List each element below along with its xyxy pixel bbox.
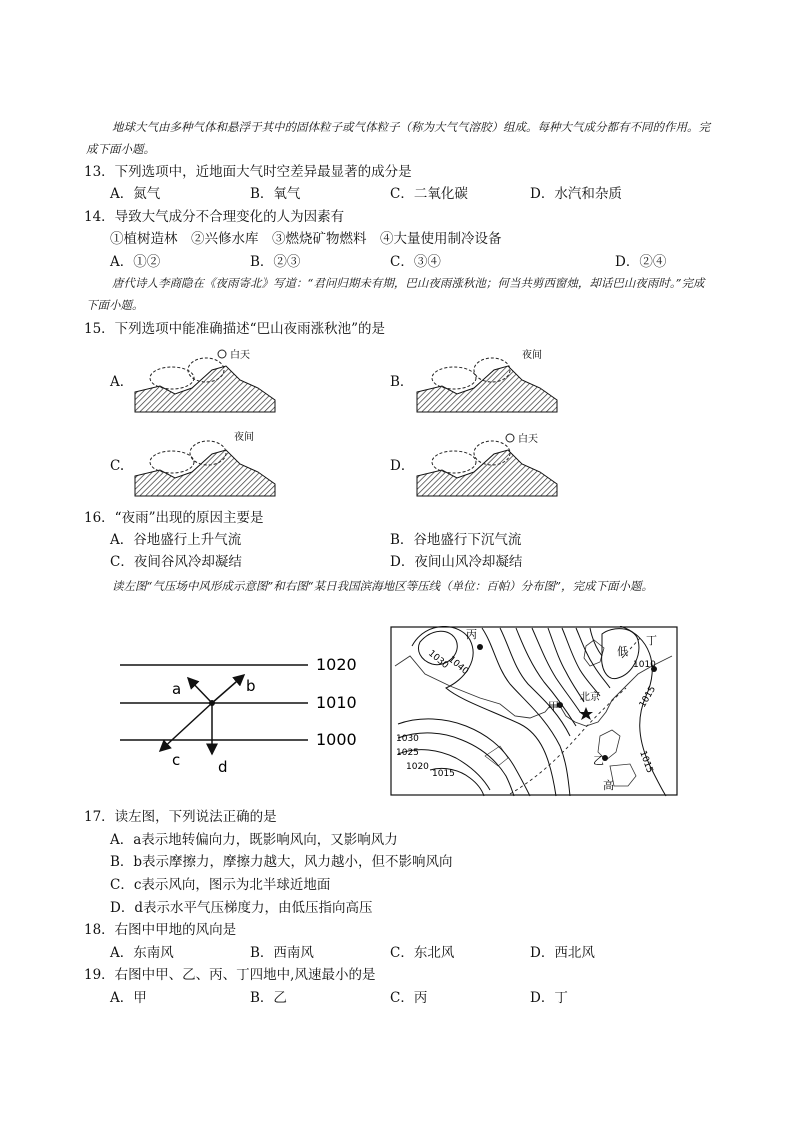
isobar-value: 1015 xyxy=(637,749,655,775)
place-label-ding: 丁 xyxy=(646,634,657,647)
arrow-label-d: d xyxy=(218,758,228,776)
place-label-high: 高 xyxy=(603,779,614,792)
q14-option-b[interactable]: B．②③ xyxy=(250,254,301,270)
panel-a-time: 白天 xyxy=(230,350,250,361)
isobar-value: 1010 xyxy=(633,660,656,670)
panel-d-time: 白天 xyxy=(518,434,538,445)
q18-option-d[interactable]: D．西北风 xyxy=(530,945,595,961)
q19-option-c[interactable]: C．丙 xyxy=(390,990,428,1006)
q16-option-a[interactable]: A．谷地盛行上升气流 xyxy=(110,532,242,548)
q19-option-d[interactable]: D．丁 xyxy=(530,990,568,1006)
q16-option-c[interactable]: C．夜间谷风冷却凝结 xyxy=(110,554,242,570)
q14-option-c[interactable]: C．③④ xyxy=(390,254,441,270)
question-18-stem: 18．右图中甲地的风向是 xyxy=(84,922,237,938)
isobar-label: 1020 xyxy=(316,655,357,674)
place-label-bing: 丙 xyxy=(466,628,477,641)
place-label-beijing: 北京 xyxy=(580,692,600,703)
isobar-value: 1015 xyxy=(637,684,659,710)
q17-option-c[interactable]: C．c表示风向，图示为北半球近地面 xyxy=(110,877,331,893)
sun-icon xyxy=(506,434,514,442)
panel-c-time: 夜间 xyxy=(234,432,254,443)
q17-option-b[interactable]: B．b表示摩擦力，摩擦力越大，风力越小，但不影响风向 xyxy=(110,854,453,870)
q17-option-d[interactable]: D．d表示水平气压梯度力，由低压指向高压 xyxy=(110,900,373,916)
q13-option-a[interactable]: A．氮气 xyxy=(110,186,161,202)
passage-intro-3: 读左图“气压场中风形成示意图”和右图“某日我国滨海地区等压线（单位：百帕）分布图”，完成下面小题。 xyxy=(112,579,654,593)
question-14-stem: 14．导致大气成分不合理变化的人为因素有 xyxy=(84,209,345,225)
question-16-stem: 16．“夜雨”出现的原因主要是 xyxy=(84,510,264,526)
q15-panel-d[interactable] xyxy=(412,426,562,498)
question-17-stem: 17．读左图，下列说法正确的是 xyxy=(84,809,277,825)
isobar-value: 1025 xyxy=(396,748,419,758)
pressure-wind-diagram xyxy=(112,648,362,778)
isobar-map xyxy=(390,626,680,798)
q15-panel-b[interactable] xyxy=(412,342,562,414)
q19-option-b[interactable]: B．乙 xyxy=(250,990,287,1006)
q18-option-b[interactable]: B．西南风 xyxy=(250,945,314,961)
passage-intro-1: 地球大气由多种气体和悬浮于其中的固体粒子或气体粒子（称为大气气溶胶）组成。每种大气成分都有不同的作用。完成下面小题。 xyxy=(86,120,710,156)
q15-option-c[interactable]: C. xyxy=(110,458,125,474)
q18-option-a[interactable]: A．东南风 xyxy=(110,945,174,961)
isobar-value: 1015 xyxy=(432,769,455,779)
place-label-yi: 乙 xyxy=(593,754,604,767)
arrow-label-a: a xyxy=(172,680,182,698)
q15-option-a[interactable]: A． xyxy=(110,374,134,390)
moon-icon xyxy=(511,350,516,360)
sun-icon xyxy=(218,350,226,358)
q16-option-d[interactable]: D．夜间山风冷却凝结 xyxy=(390,554,523,570)
panel-b-time: 夜间 xyxy=(522,350,542,361)
question-13-stem: 13．下列选项中，近地面大气时空差异最显著的成分是 xyxy=(84,164,412,180)
isobar-label: 1010 xyxy=(316,693,357,712)
arrow-c xyxy=(160,703,212,751)
q19-option-a[interactable]: A．甲 xyxy=(110,990,147,1006)
arrow-b xyxy=(212,675,244,703)
q13-option-c[interactable]: C．二氧化碳 xyxy=(390,186,468,202)
q18-option-c[interactable]: C．东北风 xyxy=(390,945,455,961)
question-19-stem: 19．右图中甲、乙、丙、丁四地中,风速最小的是 xyxy=(84,967,376,983)
q15-option-b[interactable]: B． xyxy=(390,374,414,390)
arrow-a xyxy=(188,678,212,703)
q13-option-b[interactable]: B．氧气 xyxy=(250,186,301,202)
q16-option-b[interactable]: B．谷地盛行下沉气流 xyxy=(390,532,522,548)
isobar-value: 1030 xyxy=(426,648,451,672)
isobar-value: 1030 xyxy=(396,734,419,744)
arrow-label-c: c xyxy=(172,751,181,769)
q13-option-d[interactable]: D．水汽和杂质 xyxy=(530,186,622,202)
isobar-value: 1020 xyxy=(406,762,429,772)
passage-intro-2: 唐代诗人李商隐在《夜雨寄北》写道：“君问归期未有期，巴山夜雨涨秋池；何当共剪西窗烛，却话巴山夜雨时。”完成下面小题。 xyxy=(86,276,705,312)
arrow-label-b: b xyxy=(246,677,256,695)
q14-option-a[interactable]: A．①② xyxy=(110,254,161,270)
place-label-jia: 甲 xyxy=(548,700,559,713)
moon-icon xyxy=(223,432,228,442)
q15-option-d[interactable]: D． xyxy=(390,458,415,474)
place-label-low: 低 xyxy=(617,645,628,658)
isobar-label: 1000 xyxy=(316,730,357,749)
question-15-stem: 15．下列选项中能准确描述“巴山夜雨涨秋池”的是 xyxy=(84,321,385,337)
isobar-value: 1040 xyxy=(446,654,471,678)
q14-option-d[interactable]: D．②④ xyxy=(615,254,667,270)
q15-panel-a[interactable] xyxy=(130,342,280,414)
q14-items: ①植树造林 ②兴修水库 ③燃烧矿物燃料 ④大量使用制冷设备 xyxy=(110,231,502,247)
q17-option-a[interactable]: A．a表示地转偏向力，既影响风向，又影响风力 xyxy=(110,832,398,848)
q15-panel-c[interactable] xyxy=(130,426,280,498)
